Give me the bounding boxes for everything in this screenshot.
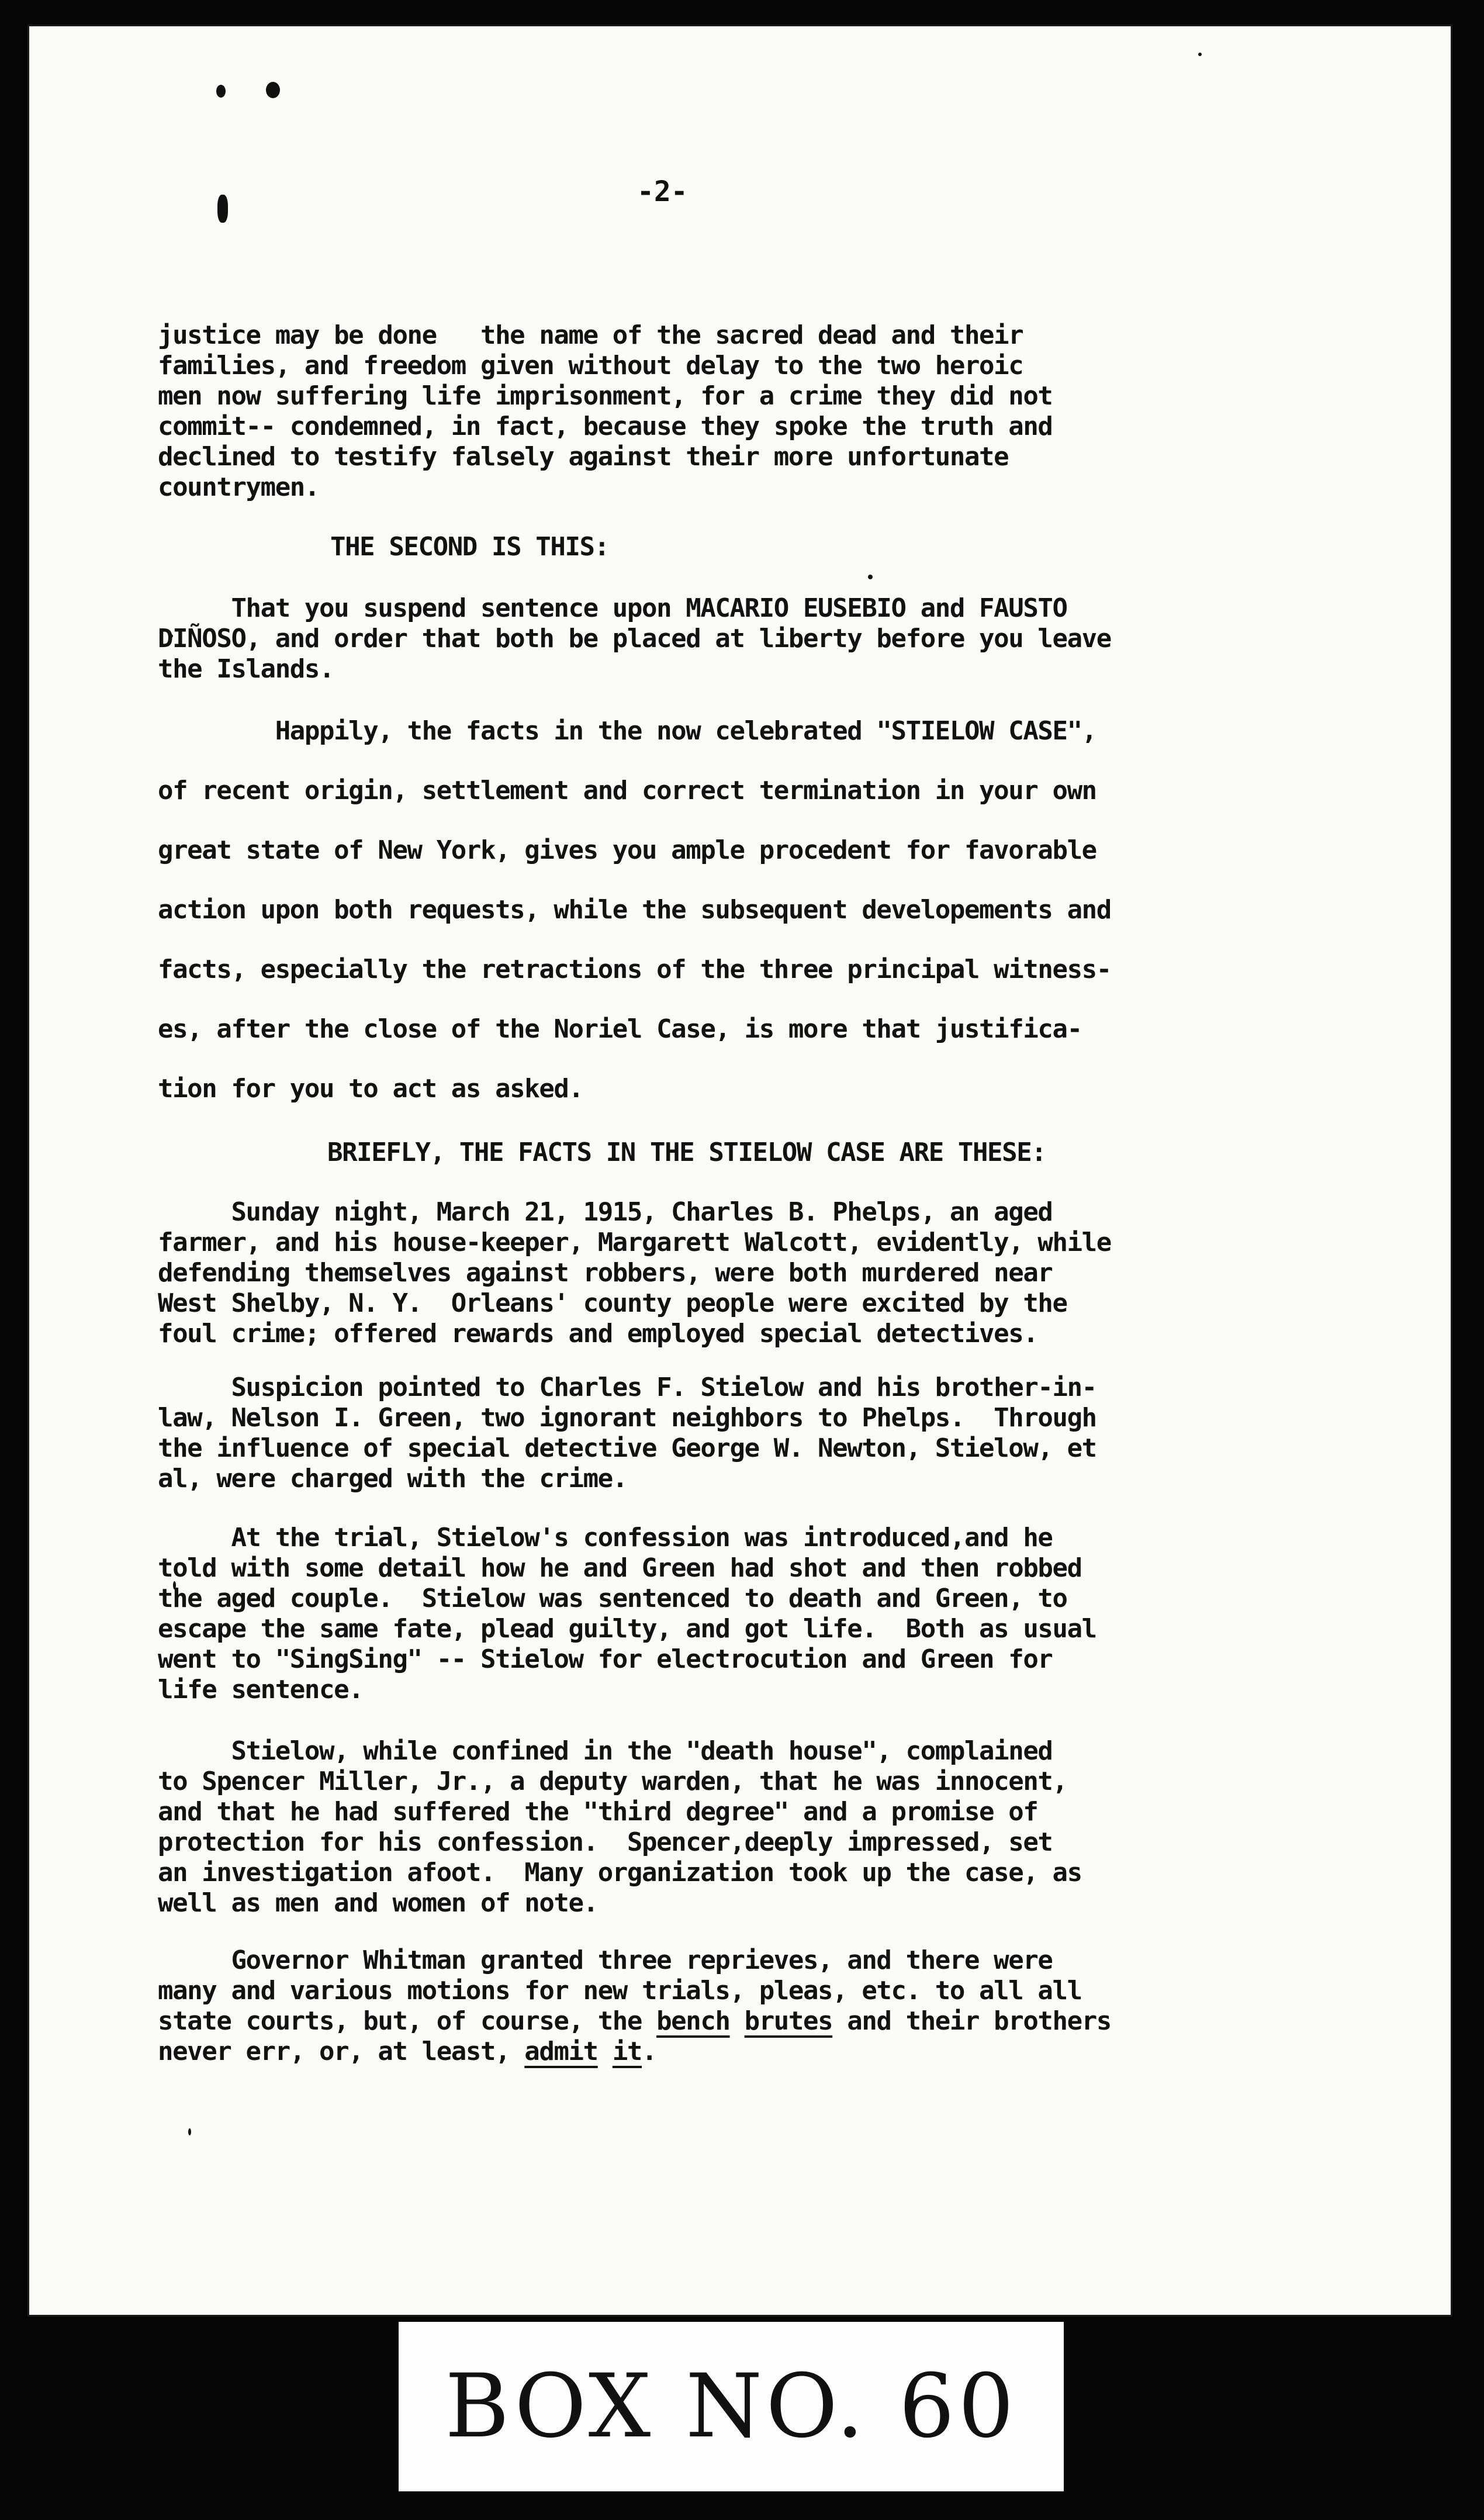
text-line: West Shelby, N. Y. Orleans' county people were excited by the <box>158 1288 1067 1318</box>
underlined-word: brutes <box>744 2006 833 2036</box>
heading-second: THE SECOND IS THIS: <box>330 532 609 562</box>
text-line: action upon both requests, while the subsequent developements and <box>158 895 1111 925</box>
heading-briefly: BRIEFLY, THE FACTS IN THE STIELOW CASE ARE THESE: <box>327 1138 1046 1167</box>
ink-spot <box>216 85 226 98</box>
text-line: defending themselves against robbers, were both murdered near <box>158 1258 1053 1288</box>
text-line: life sentence. <box>158 1675 364 1705</box>
text-line: declined to testify falsely against their more unfortunate <box>158 442 1009 472</box>
page-number: -2- <box>637 175 688 208</box>
text-line: the Islands. <box>158 654 334 684</box>
text-line: That you suspend sentence upon MACARIO EUSEBIO and FAUSTO <box>158 593 1067 623</box>
text-line: facts, especially the retractions of the three principal witness- <box>158 955 1111 984</box>
text-line: At the trial, Stielow's confession was introduced,and he <box>158 1523 1053 1553</box>
text-line: went to "SingSing" -- Stielow for electrocution and Green for <box>158 1644 1053 1674</box>
text-line: an investigation afoot. Many organization took up the case, as <box>158 1858 1082 1888</box>
text-line: law, Nelson I. Green, two ignorant neighbors to Phelps. Through <box>158 1403 1096 1433</box>
text-line: great state of New York, gives you ample procedent for favorable <box>158 835 1096 865</box>
underlined-word: admit <box>524 2037 598 2066</box>
text-line: countrymen. <box>158 472 319 502</box>
text-line: Stielow, while confined in the "death house", complained <box>158 1736 1053 1766</box>
text-line: farmer, and his house-keeper, Margarett Walcott, evidently, while <box>158 1228 1111 1257</box>
text-line: well as men and women of note. <box>158 1888 598 1918</box>
ink-spot <box>1198 53 1202 56</box>
text-line <box>158 2006 1344 2037</box>
text-line: es, after the close of the Noriel Case, is more that justifica- <box>158 1014 1082 1044</box>
underlined-word: bench <box>656 2006 730 2036</box>
text-line: the influence of special detective George W. Newton, Stielow, et <box>158 1433 1096 1463</box>
text-line: the aged couple. Stielow was sentenced to death and Green, to <box>158 1584 1067 1613</box>
text-line: told with some detail how he and Green had shot and then robbed <box>158 1553 1082 1583</box>
ink-spot <box>188 2128 191 2135</box>
text-line: justice may be done the name of the sacred dead and their <box>158 320 1023 350</box>
text-run: . <box>642 2037 657 2066</box>
paragraph-5 <box>158 1373 1344 1494</box>
text-run <box>598 2037 613 2066</box>
archive-box-label <box>399 2322 1064 2491</box>
text-line: of recent origin, settlement and correct termination in your own <box>158 776 1096 806</box>
text-line: tion for you to act as asked. <box>158 1074 583 1104</box>
text-line: foul crime; offered rewards and employed special detectives. <box>158 1319 1038 1349</box>
text-line: commit-- condemned, in fact, because they spoke the truth and <box>158 412 1053 441</box>
box-label-text: BOX NO. 60 <box>445 2356 1018 2457</box>
text-line: Governor Whitman granted three reprieves, and there were <box>158 1945 1053 1975</box>
paragraph-2 <box>158 593 1344 685</box>
text-line: DIÑOSO, and order that both be placed at liberty before you leave <box>158 624 1111 654</box>
text-line: Sunday night, March 21, 1915, Charles B. Phelps, an aged <box>158 1197 1053 1227</box>
text-line: to Spencer Miller, Jr., a deputy warden, that he was innocent, <box>158 1767 1067 1796</box>
text-line: al, were charged with the crime. <box>158 1464 627 1494</box>
text-line: escape the same fate, plead guilty, and got life. Both as usual <box>158 1614 1096 1644</box>
text-line: Happily, the facts in the now celebrated "STIELOW CASE", <box>158 716 1096 746</box>
paragraph-4 <box>158 1197 1344 1349</box>
text-run: state courts, but, of course, the <box>158 2006 657 2036</box>
ink-spot <box>266 82 280 98</box>
text-run <box>730 2006 745 2036</box>
underlined-word: it <box>612 2037 642 2066</box>
text-line: Suspicion pointed to Charles F. Stielow and his brother-in- <box>158 1373 1096 1402</box>
paragraph-3 <box>158 701 1344 1119</box>
paragraph-8 <box>158 1945 1344 2067</box>
ink-spot <box>217 195 228 223</box>
text-line: families, and freedom given without delay to the two heroic <box>158 351 1023 381</box>
ink-spot <box>868 575 873 579</box>
text-line: many and various motions for new trials, pleas, etc. to all all <box>158 1976 1082 2006</box>
text-line <box>158 2037 1344 2067</box>
text-line: and that he had suffered the "third degree" and a promise of <box>158 1797 1038 1827</box>
text-run: and their brothers <box>832 2006 1111 2036</box>
text-line: protection for his confession. Spencer,deeply impressed, set <box>158 1827 1053 1857</box>
paragraph-6 <box>158 1523 1344 1705</box>
text-run: never err, or, at least, <box>158 2037 525 2066</box>
paragraph-7 <box>158 1736 1344 1918</box>
paragraph-1 <box>158 320 1344 503</box>
text-line: men now suffering life imprisonment, for a crime they did not <box>158 381 1053 411</box>
